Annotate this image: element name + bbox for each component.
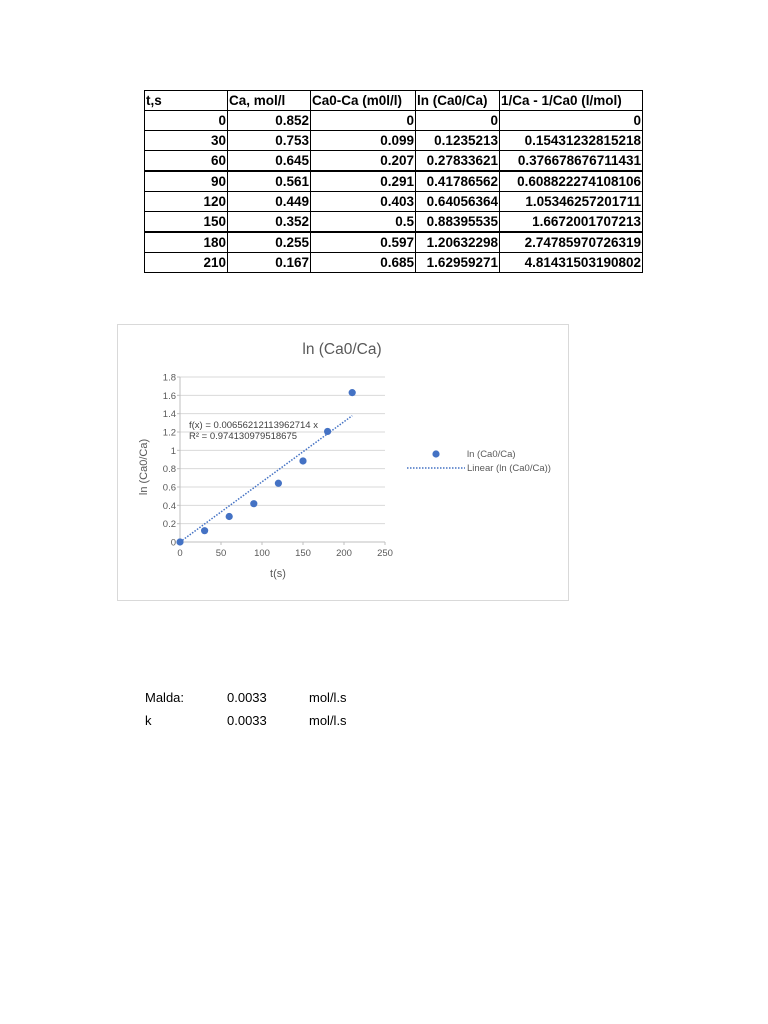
x-tick-label: 0	[177, 548, 183, 559]
table-cell: 0.608822274108106	[500, 171, 643, 192]
legend-marker-series	[432, 450, 439, 457]
x-tick-label: 100	[254, 548, 270, 559]
table-body	[145, 111, 643, 273]
y-tick-label: 0.4	[162, 500, 176, 512]
table-cell: 4.81431503190802	[500, 253, 643, 273]
table-cell: 60	[145, 151, 228, 172]
table-cell: 0.291	[311, 171, 416, 192]
table-cell: 210	[145, 253, 228, 273]
y-tick-label: 0	[170, 537, 176, 549]
table-row	[145, 131, 643, 151]
table-cell: 0.64056364	[416, 192, 500, 212]
y-tick-label: 1.8	[162, 372, 176, 384]
table-cell: 0.27833621	[416, 151, 500, 172]
y-tick-label: 1.2	[162, 427, 176, 439]
data-point	[176, 538, 183, 545]
table-cell: 0	[311, 111, 416, 131]
x-tick-label: 150	[295, 548, 311, 559]
table-row	[145, 111, 643, 131]
x-axis-title: t(s)	[270, 568, 286, 580]
x-tick-label: 200	[336, 548, 352, 559]
column-header: ln (Ca0/Ca)	[416, 91, 500, 111]
y-tick-label: 0.2	[162, 519, 176, 531]
table-cell: 0.099	[311, 131, 416, 151]
table-cell: 0.753	[228, 131, 311, 151]
table-cell: 120	[145, 192, 228, 212]
table-row	[145, 232, 643, 253]
table-header-row	[145, 91, 643, 111]
chart-svg	[118, 325, 568, 600]
table-cell: 0.852	[228, 111, 311, 131]
table-cell: 0.15431232815218	[500, 131, 643, 151]
note-unit: mol/l.s	[309, 690, 347, 705]
table-cell: 1.20632298	[416, 232, 500, 253]
trendline-equation: f(x) = 0.00656212113962714 x	[189, 420, 318, 431]
chart-title: ln (Ca0/Ca)	[302, 341, 382, 358]
table-cell: 0.1235213	[416, 131, 500, 151]
table-row	[145, 192, 643, 212]
table-cell: 1.62959271	[416, 253, 500, 273]
table-cell: 0.376678676711431	[500, 151, 643, 172]
x-tick-label: 250	[377, 548, 393, 559]
y-tick-label: 1.6	[162, 390, 176, 402]
x-tick-label: 50	[215, 548, 227, 559]
table-cell: 0.685	[311, 253, 416, 273]
data-points	[176, 389, 355, 546]
table-cell: 0.403	[311, 192, 416, 212]
column-header: 1/Ca - 1/Ca0 (l/mol)	[500, 91, 643, 111]
table-cell: 150	[145, 212, 228, 233]
legend-label-series: ln (Ca0/Ca)	[467, 449, 516, 460]
data-point	[275, 480, 282, 487]
data-table	[144, 90, 643, 273]
table-cell: 180	[145, 232, 228, 253]
table-cell: 30	[145, 131, 228, 151]
data-point	[324, 428, 331, 435]
table-cell: 0.645	[228, 151, 311, 172]
legend-label-trendline: Linear (ln (Ca0/Ca))	[467, 463, 551, 474]
column-header: Ca, mol/l	[228, 91, 311, 111]
table-cell: 0.167	[228, 253, 311, 273]
table-cell: 90	[145, 171, 228, 192]
table-cell: 0.207	[311, 151, 416, 172]
y-tick-label: 1	[170, 445, 176, 457]
table-cell: 2.74785970726319	[500, 232, 643, 253]
data-point	[349, 389, 356, 396]
data-point	[201, 527, 208, 534]
table-cell: 0	[416, 111, 500, 131]
table-cell: 0.449	[228, 192, 311, 212]
table-cell: 0.5	[311, 212, 416, 233]
y-tick-label: 0.8	[162, 464, 176, 476]
table-row	[145, 212, 643, 233]
table-cell: 0	[145, 111, 228, 131]
column-header: Ca0-Ca (m0l/l)	[311, 91, 416, 111]
table-cell: 0.88395535	[416, 212, 500, 233]
note-value: 0.0033	[227, 690, 267, 705]
chart-area[interactable]	[117, 324, 569, 601]
y-axis-title: ln (Ca0/Ca)	[138, 438, 150, 496]
table-row	[145, 253, 643, 273]
data-point	[250, 500, 257, 507]
table-row	[145, 151, 643, 172]
table-cell: 0.352	[228, 212, 311, 233]
data-point	[299, 457, 306, 464]
grid-lines	[177, 377, 385, 545]
data-point	[226, 513, 233, 520]
table-cell: 0.561	[228, 171, 311, 192]
y-tick-label: 1.4	[162, 409, 176, 421]
note-unit: mol/l.s	[309, 713, 347, 728]
trendline-r-squared: R² = 0.974130979518675	[189, 431, 298, 442]
note-label: k	[145, 713, 152, 728]
table-cell: 1.6672001707213	[500, 212, 643, 233]
table-cell: 0.597	[311, 232, 416, 253]
table-row	[145, 171, 643, 192]
table-cell: 0.41786562	[416, 171, 500, 192]
note-label: Malda:	[145, 690, 185, 705]
table-cell: 0.255	[228, 232, 311, 253]
column-header: t,s	[145, 91, 228, 111]
chart-legend	[407, 449, 551, 474]
table-cell: 1.05346257201711	[500, 192, 643, 212]
note-value: 0.0033	[227, 713, 267, 728]
y-tick-label: 0.6	[162, 482, 176, 494]
table-cell: 0	[500, 111, 643, 131]
tick-labels	[163, 373, 393, 560]
